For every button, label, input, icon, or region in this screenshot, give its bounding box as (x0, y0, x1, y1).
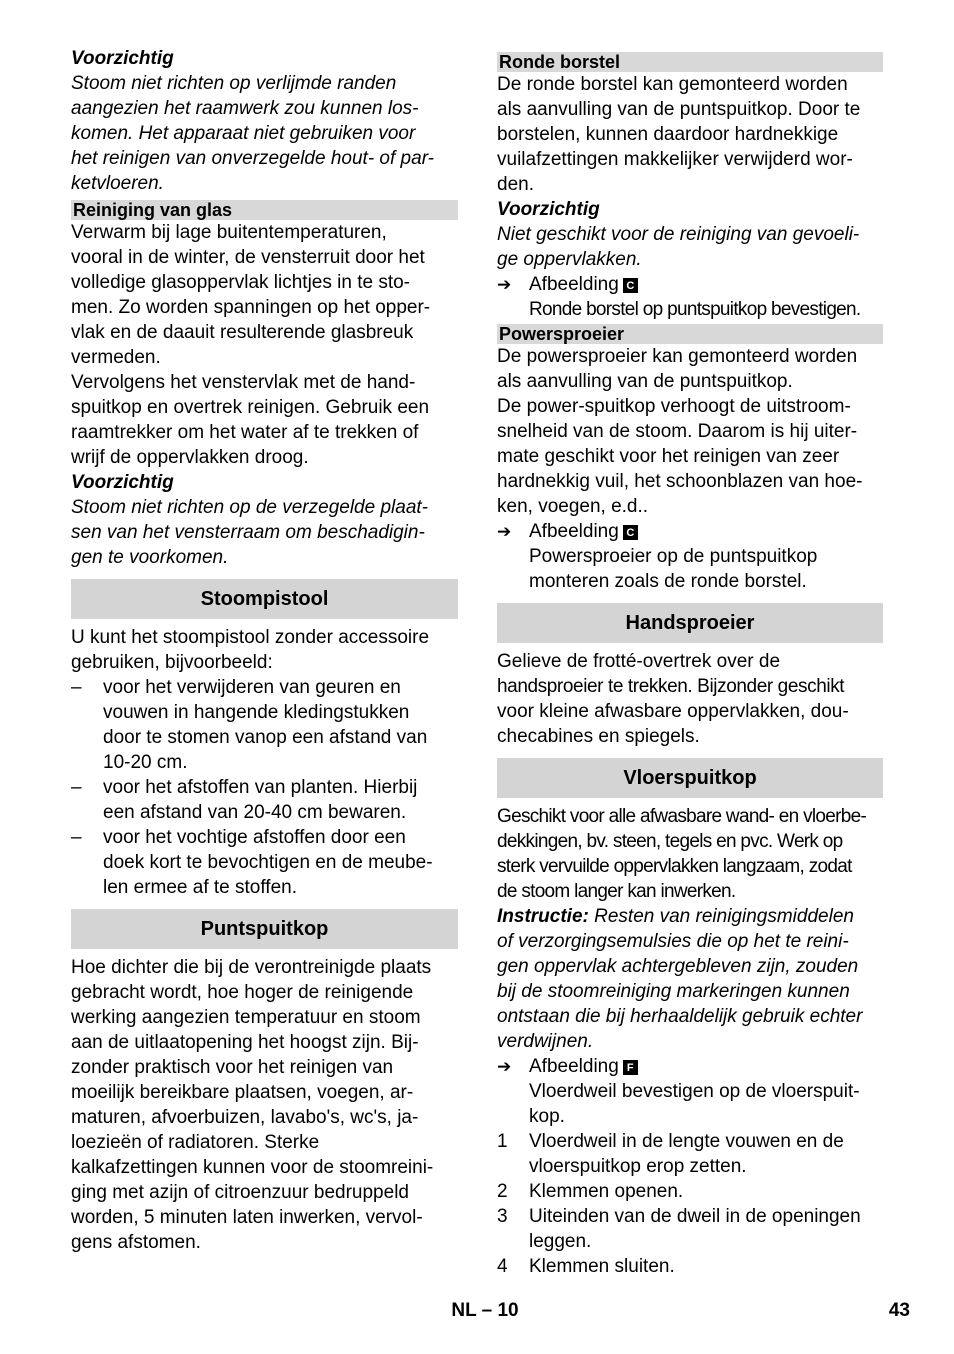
figure-badge: F (623, 1060, 638, 1075)
step-item: 3 Uiteinden van de dweil in de openingen leggen. (497, 1206, 861, 1252)
figure-caption: Ronde borstel op puntspuitkop bevestigen. (529, 299, 861, 320)
figure-badge: C (623, 525, 638, 540)
step-item: 2 Klemmen openen. (497, 1181, 684, 1202)
list-item: – voor het verwijderen van geuren en vouwen in hangende kledingstukken door te stomen vanop een afstand van 10-20 cm. (71, 677, 428, 773)
caution-text: Niet geschikt voor de reiniging van gevoeli- ge oppervlakken. (497, 224, 860, 270)
caution-title: Voorzichtig (497, 199, 600, 220)
right-column (497, 46, 883, 1279)
section-heading-power-sprayer: Powersproeier (497, 324, 883, 344)
instruction-label: Instructie: (497, 906, 589, 927)
instruction-text: Instructie: Resten van reinigingsmiddelen of verzorgingsemulsies die op het te reini- gen oppervlak achtergebleven zijn, zouden bij de stoomreiniging markeringen kunnen ontstaan die bij herhaaldelijk gebruik echter verdwijnen. (497, 906, 863, 1052)
step-item: 4 Klemmen sluiten. (497, 1256, 675, 1277)
figure-caption: Vloerdweil bevestigen op de vloerspuit- kop. (529, 1081, 860, 1127)
section-heading-hand-sprayer: Handsproeier (497, 603, 883, 643)
glass-text: Verwarm bij lage buitentemperaturen, vooral in de winter, de vensterruit door het volledige glasoppervlak lichtjes in te sto- men. Zo worden spanningen op het opper- vlak en de daauit resulterende glasbreuk vermeden. Vervolgens het venstervlak met de hand- spuitkop en overtrek reinigen. Gebruik een raamtrekker om het water af te trekken of wrijf de oppervlakken droog. (71, 222, 431, 468)
section-heading-glass: Reiniging van glas (71, 200, 458, 220)
arrow-right-icon: ➔ (497, 1057, 512, 1076)
floor-text: Geschikt voor alle afwasbare wand- en vloerbe- dekkingen, bv. steen, tegels en pvc. Werk op sterk vervuilde oppervlakken langzaam, zodat de stoom langer kan inwerken. (497, 806, 867, 902)
figure-badge: C (623, 278, 638, 293)
figure-reference: ➔ Afbeelding C (497, 272, 883, 297)
figure-reference: ➔ Afbeelding F (497, 1054, 883, 1079)
arrow-right-icon: ➔ (497, 522, 512, 541)
arrow-right-icon: ➔ (497, 275, 512, 294)
caution-title: Voorzichtig (71, 48, 174, 69)
list-item: – voor het afstoffen van planten. Hierbij een afstand van 20-40 cm bewaren. (71, 777, 418, 823)
footer-section-label: NL – 10 (451, 1300, 519, 1321)
section-heading-point-nozzle: Puntspuitkop (71, 909, 458, 949)
section-heading-floor-nozzle: Vloerspuitkop (497, 758, 883, 798)
page-number: 43 (888, 1300, 910, 1321)
step-item: 1 Vloerdweil in de lengte vouwen en de vloerspuitkop erop zetten. (497, 1131, 844, 1177)
steam-intro: U kunt het stoompistool zonder accessoire gebruiken, bijvoorbeeld: (71, 627, 430, 673)
section-heading-steam-gun: Stoompistool (71, 579, 458, 619)
point-text: Hoe dichter die bij de verontreinigde plaats gebracht wordt, hoe hoger de reinigende werking aangezien temperatuur en stoom aan de uitlaatopening het hoogst zijn. Bij- zonder praktisch voor het reinigen van moeilijk bereikbare plaatsen, voegen, ar- maturen, afvoerbuizen, lavabo's, wc's, ja- loezieën of radiatoren. Sterke kalkafzettingen kunnen voor de stoomreini- ging met azijn of citroenzuur bedruppeld worden, 5 minuten laten inwerken, vervol- gens afstomen. (71, 957, 434, 1253)
list-item: – voor het vochtige afstoffen door een doek kort te bevochtigen en de meube- len ermee af te stoffen. (71, 827, 433, 898)
round-text: De ronde borstel kan gemonteerd worden als aanvulling van de puntspuitkop. Door te borstelen, kunnen daardoor hardnekkige vuilafzettingen makkelijker verwijderd wor- den. (497, 74, 861, 195)
figure-caption: Powersproeier op de puntspuitkop monteren zoals de ronde borstel. (529, 546, 818, 592)
hand-text: Gelieve de frotté-overtrek over de handsproeier te trekken. Bijzonder geschikt voor kleine afwasbare oppervlakken, dou- checabines en spiegels. (497, 651, 849, 747)
section-heading-round-brush: Ronde borstel (497, 52, 883, 72)
figure-reference: ➔ Afbeelding C (497, 519, 883, 544)
caution-text: Stoom niet richten op verlijmde randen aangezien het raamwerk zou kunnen los- komen. Het apparaat niet gebruiken voor het reinigen van onverzegelde hout- of par- ketvloeren. (71, 73, 435, 194)
caution-text: Stoom niet richten op de verzegelde plaat- sen van het vensterraam om beschadigin- gen te voorkomen. (71, 497, 428, 568)
left-column (71, 46, 458, 1255)
caution-title: Voorzichtig (71, 472, 174, 493)
power-text: De powersproeier kan gemonteerd worden als aanvulling van de puntspuitkop. De power-spuitkop verhoogt de uitstroom- snelheid van de stoom. Daarom is hij uiter- mate geschikt voor het reinigen van zeer hardnekkig vuil, het schoonblazen van hoe- ken, voegen, e.d.. (497, 346, 863, 517)
